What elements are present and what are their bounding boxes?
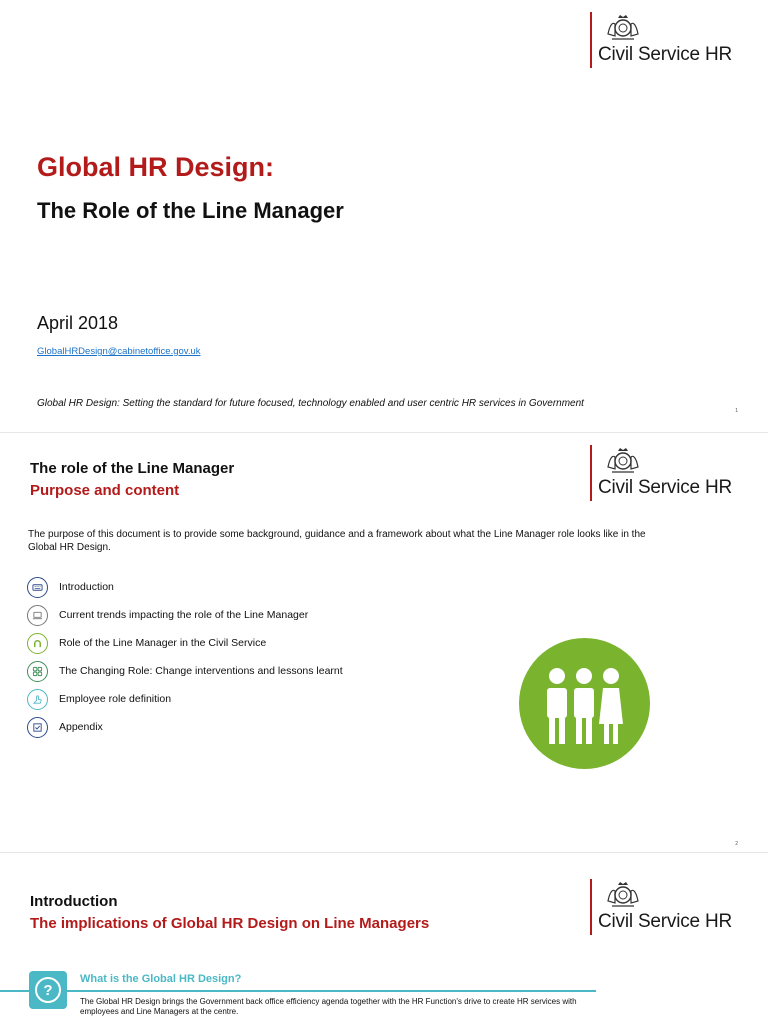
royal-crest-icon xyxy=(604,12,642,42)
page-number: 1 xyxy=(735,408,738,414)
purpose-text: The purpose of this document is to provide some background, guidance and a framework about what the Line Manager role looks like in the Global HR Design. xyxy=(28,529,646,553)
contents-item-label: Current trends impacting the role of the Line Manager xyxy=(59,609,309,621)
section-heading: What is the Global HR Design? xyxy=(80,973,242,985)
page-number: 2 xyxy=(735,841,738,847)
contents-item-label: Employee role definition xyxy=(59,693,172,705)
grid-icon xyxy=(27,661,48,682)
contents-item-current-trends[interactable] xyxy=(27,601,343,629)
question-icon: ? xyxy=(29,971,67,1009)
checklist-icon xyxy=(27,717,48,738)
section-body-text: The Global HR Design brings the Government back office efficiency agenda together with the HR Function's drive to create HR services with employees and Line Managers at the centre. xyxy=(80,997,577,1016)
introduction-slide xyxy=(0,852,768,1024)
logo-text: Civil Service HR xyxy=(598,44,733,65)
section-divider xyxy=(0,990,596,992)
contents-item-label: Role of the Line Manager in the Civil Service xyxy=(59,637,267,649)
slide-title: Introduction xyxy=(30,893,118,910)
document-title: Global HR Design: xyxy=(37,152,275,182)
logo-red-bar xyxy=(590,879,592,935)
civil-service-hr-logo xyxy=(590,445,740,503)
tagline: Global HR Design: Setting the standard for future focused, technology enabled and user centric HR services in Government xyxy=(37,398,584,409)
contents-slide xyxy=(0,432,768,852)
magnet-icon xyxy=(27,633,48,654)
document-date: April 2018 xyxy=(37,313,119,333)
royal-crest-icon xyxy=(604,879,642,909)
contents-item-role-of-line-manager[interactable] xyxy=(27,629,343,657)
people-group-icon xyxy=(519,638,650,769)
royal-crest-icon xyxy=(604,445,642,475)
logo-text: Civil Service HR xyxy=(598,477,733,498)
contents-item-employee-role-definition[interactable] xyxy=(27,685,343,713)
contents-item-label: Introduction xyxy=(59,581,114,593)
logo-red-bar xyxy=(590,12,592,68)
slide-subtitle: Purpose and content xyxy=(30,482,180,499)
hand-icon xyxy=(27,689,48,710)
contents-list xyxy=(27,573,343,741)
contents-item-appendix[interactable] xyxy=(27,713,343,741)
contents-item-changing-role[interactable] xyxy=(27,657,343,685)
logo-red-bar xyxy=(590,445,592,501)
keyboard-icon xyxy=(27,577,48,598)
contents-item-label: The Changing Role: Change interventions and lessons learnt xyxy=(59,665,343,677)
title-slide xyxy=(0,0,768,432)
slide-subtitle: The implications of Global HR Design on Line Managers xyxy=(30,915,430,932)
civil-service-hr-logo xyxy=(590,12,740,70)
contents-item-label: Appendix xyxy=(59,721,103,733)
document-subtitle: The Role of the Line Manager xyxy=(37,198,344,223)
contents-item-introduction[interactable] xyxy=(27,573,343,601)
laptop-icon xyxy=(27,605,48,626)
contact-email-link[interactable]: GlobalHRDesign@cabinetoffice.gov.uk xyxy=(37,346,201,357)
logo-text: Civil Service HR xyxy=(598,911,733,932)
civil-service-hr-logo xyxy=(590,879,740,937)
slide-title: The role of the Line Manager xyxy=(30,460,235,477)
